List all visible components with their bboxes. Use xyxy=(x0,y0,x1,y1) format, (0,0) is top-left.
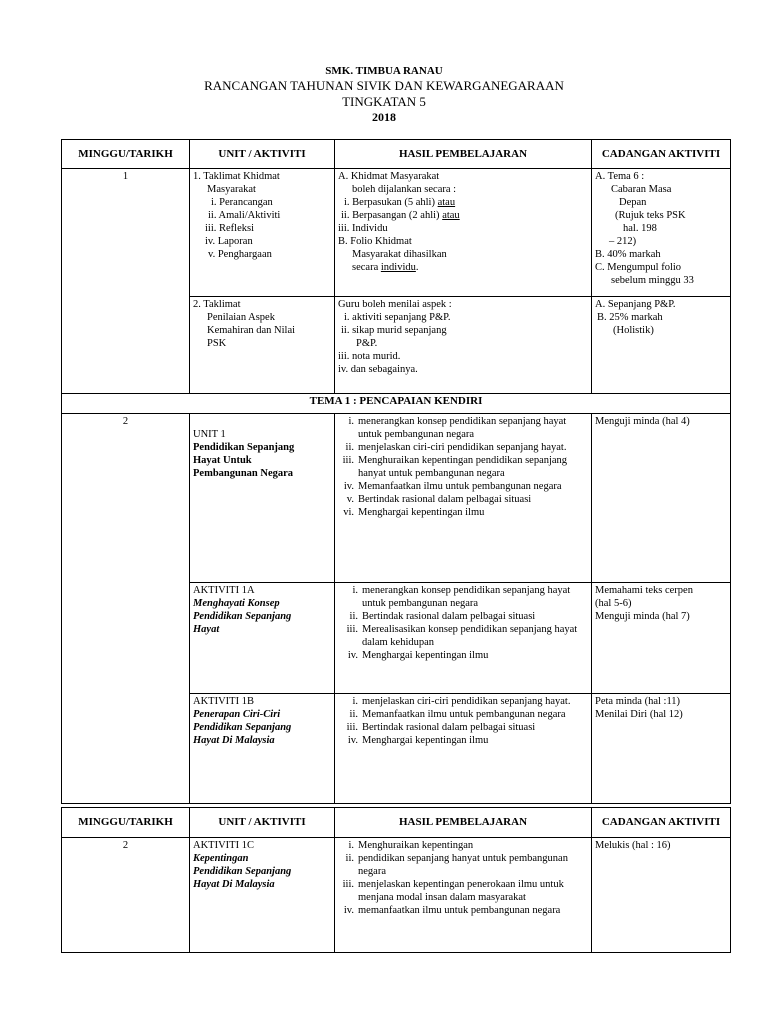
outcome-text: Menghargai kepentingan ilmu xyxy=(362,650,489,661)
col-header-outcome: HASIL PEMBELAJARAN xyxy=(335,140,592,169)
activity-line: Menguji minda (hal 7) xyxy=(595,611,690,622)
activity-name: Hayat xyxy=(193,624,220,635)
unit-title: 2. Taklimat xyxy=(193,299,241,310)
outcome-line: A. Khidmat Masyarakat xyxy=(338,171,440,182)
outcome-list xyxy=(338,584,588,662)
outcome-line: B. Folio Khidmat xyxy=(338,236,412,247)
outcome-line: iii. Individu xyxy=(338,223,388,234)
activity-name: Hayat Di Malaysia xyxy=(193,735,275,746)
outcome-item xyxy=(338,852,588,878)
unit-title: 1. Taklimat Khidmat xyxy=(193,171,280,182)
year: 2018 xyxy=(372,110,396,124)
outcome-number: ii. xyxy=(345,853,354,864)
outcome-line: iv. dan sebagainya. xyxy=(338,364,418,375)
unit-item: i. Perancangan xyxy=(211,197,273,208)
outcome-item xyxy=(338,454,588,480)
outcome-line: ii. sikap murid sepanjang xyxy=(341,325,447,336)
outcome-cell xyxy=(335,583,592,694)
unit-name: Hayat Untuk xyxy=(193,455,252,466)
outcome-item xyxy=(338,493,588,506)
activity-line: (Holistik) xyxy=(613,325,654,336)
plan-table xyxy=(61,139,731,804)
col-header-week: MINGGU/TARIKH xyxy=(62,140,190,169)
outcome-text: menerangkan konsep pendidikan sepanjang hayat untuk pembangunan negara xyxy=(358,416,567,440)
outcome-text: menjelaskan kepentingan penerokaan ilmu untuk menjana modal insan dalam masyarakat xyxy=(358,879,564,903)
activity-line: A. Sepanjang P&P. xyxy=(595,299,676,310)
unit-title-cont: Masyarakat xyxy=(207,184,256,195)
activity-name: Hayat Di Malaysia xyxy=(193,879,275,890)
school-name: SMK. TIMBUA RANAU xyxy=(325,65,443,77)
outcome-number: ii. xyxy=(349,709,358,720)
outcome-item xyxy=(338,480,588,493)
col-header-unit: UNIT / AKTIVITI xyxy=(190,808,335,838)
activity-code: AKTIVITI 1A xyxy=(193,585,255,596)
outcome-text: memanfaatkan ilmu untuk pembangunan negara xyxy=(358,905,561,916)
activity-name: Pendidikan Sepanjang xyxy=(193,866,292,877)
outcome-list xyxy=(338,695,588,747)
outcome-number: v. xyxy=(346,494,354,505)
outcome-text: pendidikan sepanjang hanyat untuk pembangunan negara xyxy=(358,853,568,877)
outcome-text: menerangkan konsep pendidikan sepanjang hayat untuk pembangunan negara xyxy=(362,585,571,609)
unit-code: UNIT 1 xyxy=(193,429,226,440)
outcome-item xyxy=(338,415,588,441)
outcome-text: i. Berpasukan (5 ahli) xyxy=(344,197,438,208)
spacer xyxy=(193,415,331,428)
outcome-line: iii. nota murid. xyxy=(338,351,401,362)
outcome-number: i. xyxy=(352,585,358,596)
table-row xyxy=(62,838,731,953)
activity-line: Memahami teks cerpen xyxy=(595,585,693,596)
document-header xyxy=(60,64,708,125)
outcome-item xyxy=(338,623,588,649)
col-header-unit: UNIT / AKTIVITI xyxy=(190,140,335,169)
outcome-number: i. xyxy=(348,416,354,427)
week-cell: 2 xyxy=(62,838,190,953)
outcome-item xyxy=(338,649,588,662)
outcome-text: ii. Berpasangan (2 ahli) xyxy=(341,210,443,221)
outcome-item xyxy=(338,695,588,708)
outcome-number: iii. xyxy=(346,722,358,733)
unit-item: iii. Refleksi xyxy=(205,223,254,234)
outcome-item xyxy=(338,721,588,734)
activity-name: Pendidikan Sepanjang xyxy=(193,611,292,622)
outcome-item xyxy=(338,839,588,852)
outcome-item xyxy=(338,610,588,623)
outcome-item xyxy=(338,441,588,454)
activity-line: C. Mengumpul folio xyxy=(595,262,682,273)
outcome-line: Masyarakat dihasilkan xyxy=(352,249,447,260)
outcome-line: Guru boleh menilai aspek : xyxy=(338,299,452,310)
activity-line: B. 25% markah xyxy=(597,312,663,323)
activity-line: Depan xyxy=(619,197,647,208)
outcome-line xyxy=(338,196,588,209)
outcome-cell xyxy=(335,414,592,583)
unit-item: ii. Amali/Aktiviti xyxy=(208,210,281,221)
outcome-text: menjelaskan ciri-ciri pendidikan sepanjang hayat. xyxy=(362,696,571,707)
activity-line: sebelum minggu 33 xyxy=(611,275,694,286)
outcome-cell xyxy=(335,838,592,953)
outcome-item xyxy=(338,506,588,519)
outcome-number: iii. xyxy=(346,624,358,635)
activity-name: Penerapan Ciri-Ciri xyxy=(193,709,281,720)
outcome-line: P&P. xyxy=(356,338,378,349)
unit-item: v. Penghargaan xyxy=(208,249,272,260)
outcome-item xyxy=(338,878,588,904)
week-cell: 1 xyxy=(62,169,190,394)
table-header-row xyxy=(62,808,731,838)
activity-cell xyxy=(592,297,731,394)
outcome-text: menjelaskan ciri-ciri pendidikan sepanjang hayat. xyxy=(358,442,567,453)
form-level: TINGKATAN 5 xyxy=(342,94,426,109)
unit-title-cont: Kemahiran dan Nilai xyxy=(207,325,296,336)
outcome-text: Memanfaatkan ilmu untuk pembangunan negara xyxy=(362,709,566,720)
col-header-activity: CADANGAN AKTIVITI xyxy=(592,140,731,169)
outcome-text: Menghargai kepentingan ilmu xyxy=(358,507,485,518)
unit-cell xyxy=(190,694,335,804)
outcome-underline: atau xyxy=(442,210,460,221)
activity-name: Kepentingan xyxy=(193,853,249,864)
activity-cell: Menguji minda (hal 4) xyxy=(592,414,731,583)
table-row xyxy=(62,169,731,297)
col-header-week: MINGGU/TARIKH xyxy=(62,808,190,838)
activity-line: (hal 5-6) xyxy=(595,598,632,609)
outcome-underline: atau xyxy=(437,197,456,208)
outcome-number: ii. xyxy=(345,442,354,453)
outcome-line: boleh dijalankan secara : xyxy=(352,184,457,195)
outcome-text: Bertindak rasional dalam pelbagai situasi xyxy=(362,611,536,622)
activity-cell xyxy=(592,583,731,694)
table-header-row xyxy=(62,140,731,169)
outcome-number: vi. xyxy=(343,507,354,518)
unit-title-cont: PSK xyxy=(207,338,227,349)
activity-cell xyxy=(592,169,731,297)
activity-line: Cabaran Masa xyxy=(611,184,672,195)
outcome-number: iv. xyxy=(343,905,354,916)
outcome-list xyxy=(338,415,588,519)
activity-line: Peta minda (hal :11) xyxy=(595,696,681,707)
outcome-text: Memanfaatkan ilmu untuk pembangunan negara xyxy=(358,481,562,492)
outcome-cell xyxy=(335,694,592,804)
outcome-list xyxy=(338,839,588,917)
unit-title-cont: Penilaian Aspek xyxy=(207,312,275,323)
outcome-text: Merealisasikan konsep pendidikan sepanjang hayat dalam kehidupan xyxy=(362,624,578,648)
outcome-item xyxy=(338,708,588,721)
col-header-outcome: HASIL PEMBELAJARAN xyxy=(335,808,592,838)
outcome-number: iv. xyxy=(347,650,358,661)
document-title: RANCANGAN TAHUNAN SIVIK DAN KEWARGANEGARAAN xyxy=(204,78,564,93)
theme-row xyxy=(62,394,731,414)
outcome-line xyxy=(338,261,588,274)
outcome-text: . xyxy=(415,262,419,273)
activity-cell xyxy=(592,694,731,804)
activity-line: – 212) xyxy=(609,236,637,247)
activity-line: Menilai Diri (hal 12) xyxy=(595,709,683,720)
unit-item: iv. Laporan xyxy=(205,236,253,247)
activity-line: A. Tema 6 : xyxy=(595,171,645,182)
outcome-number: iv. xyxy=(343,481,354,492)
unit-cell xyxy=(190,838,335,953)
table-row xyxy=(62,414,731,583)
activity-name: Pendidikan Sepanjang xyxy=(193,722,292,733)
outcome-text: Menghuraikan kepentingan pendidikan sepanjang hanyat untuk pembangunan negara xyxy=(358,455,568,479)
unit-name: Pembangunan Negara xyxy=(193,468,294,479)
outcome-cell xyxy=(335,297,592,394)
unit-cell xyxy=(190,414,335,583)
outcome-text: secara xyxy=(352,262,381,273)
outcome-number: ii. xyxy=(349,611,358,622)
outcome-number: iii. xyxy=(342,455,354,466)
outcome-item xyxy=(338,734,588,747)
outcome-text: Menghargai kepentingan ilmu xyxy=(362,735,489,746)
unit-name: Pendidikan Sepanjang xyxy=(193,442,295,453)
activity-name: Menghayati Konsep xyxy=(193,598,280,609)
outcome-number: i. xyxy=(348,840,354,851)
outcome-number: i. xyxy=(352,696,358,707)
activity-line: B. 40% markah xyxy=(595,249,661,260)
activity-code: AKTIVITI 1C xyxy=(193,840,254,851)
activity-code: AKTIVITI 1B xyxy=(193,696,254,707)
outcome-text: Menghuraikan kepentingan xyxy=(358,840,474,851)
outcome-text: Bertindak rasional dalam pelbagai situasi xyxy=(358,494,532,505)
activity-line: (Rujuk teks PSK xyxy=(615,210,686,221)
outcome-number: iii. xyxy=(342,879,354,890)
unit-cell xyxy=(190,583,335,694)
plan-table-continued xyxy=(61,807,731,953)
col-header-activity: CADANGAN AKTIVITI xyxy=(592,808,731,838)
week-cell: 2 xyxy=(62,414,190,804)
outcome-item xyxy=(338,904,588,917)
theme-title: TEMA 1 : PENCAPAIAN KENDIRI xyxy=(62,394,731,414)
outcome-line xyxy=(338,209,588,222)
outcome-text: Bertindak rasional dalam pelbagai situasi xyxy=(362,722,536,733)
outcome-cell xyxy=(335,169,592,297)
activity-line: hal. 198 xyxy=(623,223,657,234)
outcome-line: i. aktiviti sepanjang P&P. xyxy=(344,312,451,323)
outcome-number: iv. xyxy=(347,735,358,746)
outcome-underline: individu xyxy=(380,262,416,273)
outcome-item xyxy=(338,584,588,610)
unit-cell xyxy=(190,297,335,394)
activity-cell: Melukis (hal : 16) xyxy=(592,838,731,953)
unit-cell xyxy=(190,169,335,297)
